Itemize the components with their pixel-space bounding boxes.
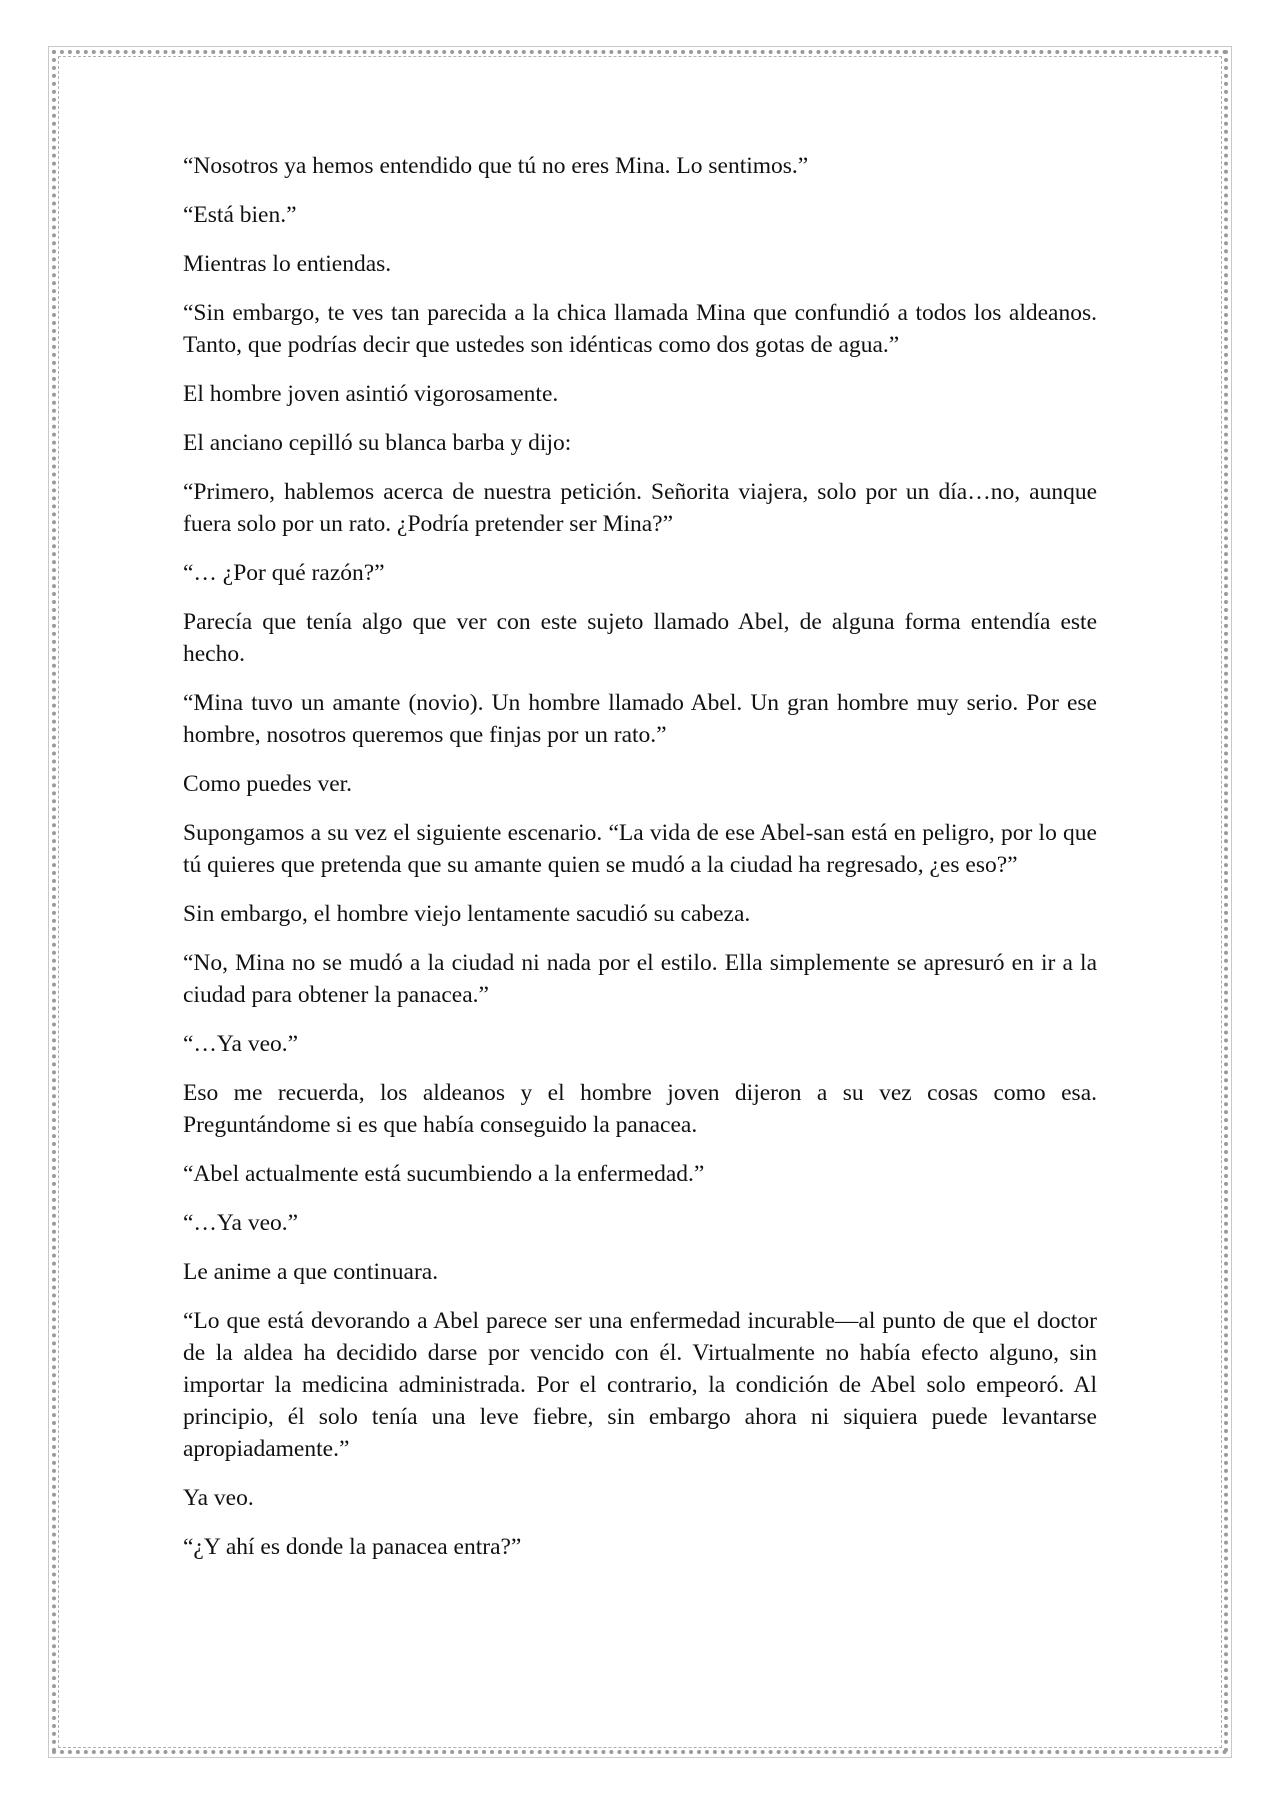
paragraph: “Lo que está devorando a Abel parece ser una enfermedad incurable—al punto de que el doctor de la aldea ha decidido darse por vencido con él. Virtualmente no había efecto alguno, sin importar la medicina administrada. Por el contrario, la condición de Abel solo empeoró. Al principio, él solo tenía una leve fiebre, sin embargo ahora ni siquiera puede levantarse apropiadamente.” <box>183 1308 1097 1462</box>
paragraph: Mientras lo entiendas. <box>183 251 392 277</box>
paragraph: “¿Y ahí es donde la panacea entra?” <box>183 1534 522 1560</box>
paragraph: El hombre joven asintió vigorosamente. <box>183 381 559 407</box>
paragraph: “…Ya veo.” <box>183 1210 299 1236</box>
paragraph: Le anime a que continuara. <box>183 1259 439 1285</box>
paragraph: Como puedes ver. <box>183 771 353 797</box>
paragraph: Ya veo. <box>183 1485 254 1511</box>
paragraph: Parecía que tenía algo que ver con este sujeto llamado Abel, de alguna forma entendía este hecho. <box>183 609 1097 667</box>
paragraph: “Nosotros ya hemos entendido que tú no eres Mina. Lo sentimos.” <box>183 153 809 179</box>
paragraph: El anciano cepilló su blanca barba y dijo: <box>183 430 572 456</box>
paragraph: Sin embargo, el hombre viejo lentamente sacudió su cabeza. <box>183 901 751 927</box>
paragraph: “No, Mina no se mudó a la ciudad ni nada por el estilo. Ella simplemente se apresuró en ir a la ciudad para obtener la panacea.” <box>183 950 1097 1008</box>
paragraph: “Sin embargo, te ves tan parecida a la chica llamada Mina que confundió a todos los aldeanos. Tanto, que podrías decir que ustedes son idénticas como dos gotas de agua.” <box>183 300 1097 358</box>
paragraph: “Mina tuvo un amante (novio). Un hombre llamado Abel. Un gran hombre muy serio. Por ese hombre, nosotros queremos que finjas por un rato.” <box>183 690 1097 748</box>
paragraph: Eso me recuerda, los aldeanos y el hombre joven dijeron a su vez cosas como esa. Preguntándome si es que había conseguido la panacea. <box>183 1080 1097 1138</box>
story-text-body <box>183 150 1097 1580</box>
paragraph: “Primero, hablemos acerca de nuestra petición. Señorita viajera, solo por un día…no, aunque fuera solo por un rato. ¿Podría pretender ser Mina?” <box>183 479 1097 537</box>
paragraph: Supongamos a su vez el siguiente escenario. “La vida de ese Abel-san está en peligro, por lo que tú quieres que pretenda que su amante quien se mudó a la ciudad ha regresado, ¿es eso?” <box>183 820 1097 878</box>
paragraph: “…Ya veo.” <box>183 1031 299 1057</box>
paragraph: “Está bien.” <box>183 202 297 228</box>
paragraph: “Abel actualmente está sucumbiendo a la enfermedad.” <box>183 1161 705 1187</box>
paragraph: “… ¿Por qué razón?” <box>183 560 385 586</box>
